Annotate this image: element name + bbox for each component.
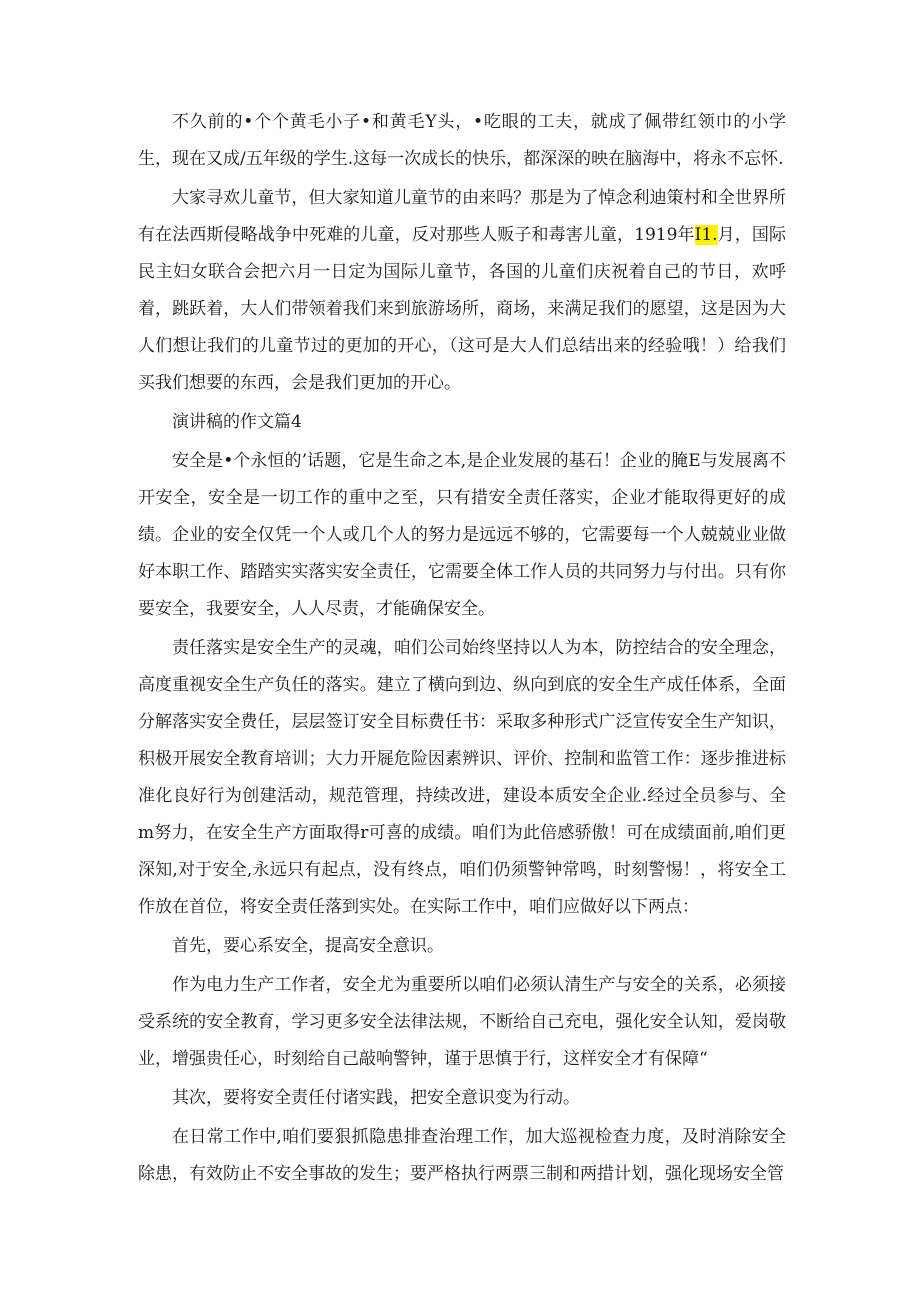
highlighted-text: I1. [694, 225, 718, 245]
paragraph-daily-work: 在日常工作中,咱们要狠抓隐患排查治理工作，加大巡视检查力度，及时消除安全除患，有效防止不安全事故的发生；要严格执行两票三制和两措计划，强化现场安全管 [138, 1127, 786, 1184]
document-body [138, 104, 786, 1193]
paragraph-first-point: 首先，要心系安全，提高安全意识。 [172, 936, 444, 956]
paragraph-childrens-day-part2: 月，国际民主妇女联合会把六月一日定为国际儿童节，各国的儿童们庆祝着自己的节日，欢呼着，跳跃着，大人们带领着我们来到旅游场所，商场，来满足我们的愿望，这是因为大人们想让我们的儿童节过的更加的开心，（这可是大人们总结出来的经验哦！）给我们买我们想要的东西，会是我们更加的开心。 [138, 225, 786, 393]
paragraph-responsibility: 责任落实是安全生产的灵魂，咱们公司始终坚持以人为本，防控结合的安全理念，高度重视安全生产负任的落实。建立了横向到边、纵向到底的安全生产成任体系，全面分解落实安全费任，层层签订安全目标费任书：采取多种形式广泛宣传安全生产知识，积极开展安全教育培训；大力开屣危险因素辨识、评价、控制和监管工作：逐步推进标准化良好行为创建活动，规范管理，持续改进，建设本质安全企业.经过全员参与、全m努力，在安全生产方面取得r可喜的成绩。咱们为此倍感骄傲！可在成绩面前,咱们更深知,对于安全,永远只有起点，没有终点，咱们仍须警钟常鸣，时刻警惕！，将安全工作放在首位，将安全责任落到实处。在实际工作中，咱们应做好以下两点： [138, 638, 786, 917]
paragraph-safety-intro: 安全是•个永恒的’话题，它是生命之本,是企业发展的基石！企业的腌E与发展离不开安全，安全是一切工作的重中之至，只有措安全责任落实，企业才能取得更好的成绩。企业的安全仅凭一个人或几个人的努力是远远不够的，它需要每一个人兢兢业业做好本职工作、踏踏实实落实安全责任，它需要全体工作人员的共同努力与付出。只有你要安全，我要安全，人人尽责，才能确保安全。 [138, 451, 786, 619]
paragraph-growth: 不久前的•个个黄毛小子•和黄毛Y头，•吃眼的工夫，就成了佩带红领巾的小学生，现在又成/五年级的学生.这每一次成长的快乐，都深深的映在脑海中，将永不忘怀. [138, 112, 786, 169]
paragraph-second-point: 其次，要将安全责任付诸实践，把安全意识变为行动。 [172, 1088, 580, 1108]
paragraph-childrens-day [138, 180, 786, 402]
section-heading: 演讲稿的作文篇4 [172, 412, 302, 432]
paragraph-safety-awareness: 作为电力生产工作者，安全尤为重要所以咱们必须认清生产与安全的关系，必须接受系统的安全教育，学习更多安全法律法规，不断给自己充电，强化安全认知，爱岗敬业，增强贵任心，时刻给自己敲响警钟，谨于思慎于行，这样安全才有保障“ [138, 975, 786, 1069]
paragraph-childrens-day-part1: 大家寻欢儿童节，但大家知道儿童节的由来吗？那是为了悼念利迪策村和全世界所有在法西斯侵略战争中死难的儿童，反对那些人贩子和毒害儿童，1919年 [138, 188, 786, 245]
